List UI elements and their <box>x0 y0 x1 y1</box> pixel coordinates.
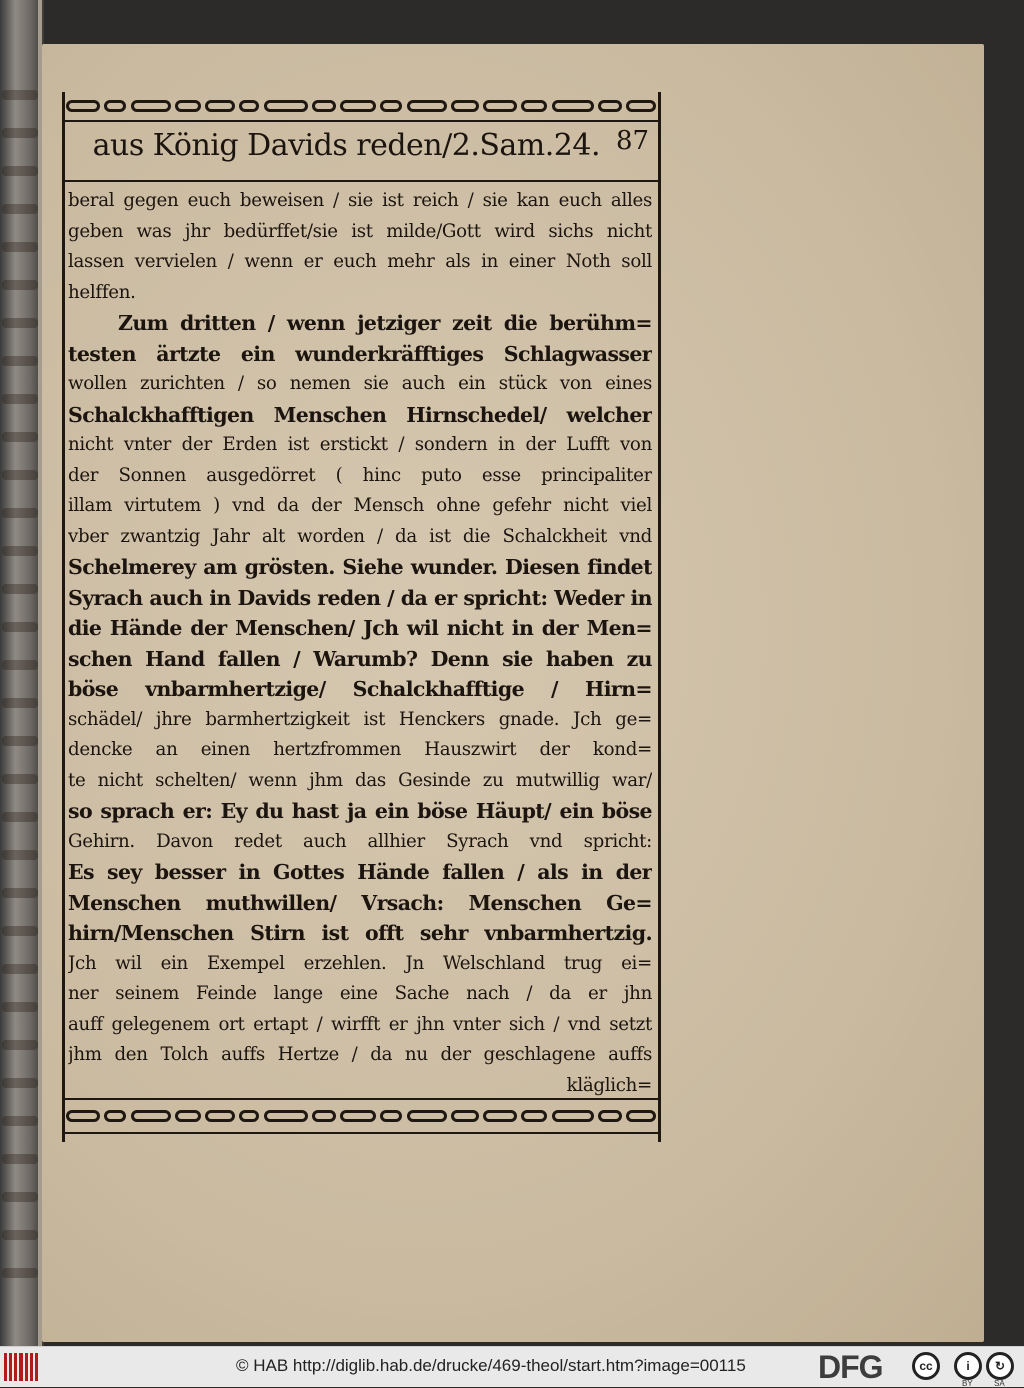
adjacent-page-mark <box>2 166 38 176</box>
adjacent-page-mark <box>2 964 38 974</box>
ornament-link <box>312 1110 336 1122</box>
rule-under-bottom-ornament <box>65 1132 659 1134</box>
text-line: schädel/ jhre barmhertzigkeit ist Henckers gnade. Jch ge= <box>68 708 652 730</box>
text-line: beral gegen euch beweisen / sie ist reich / sie kan euch alles <box>68 190 652 211</box>
adjacent-page-mark <box>2 622 38 632</box>
body-text <box>68 186 652 1096</box>
ornament-link <box>312 100 336 112</box>
adjacent-page-mark <box>2 546 38 556</box>
text-line: die Hände der Menschen/ Jch wil nicht in der Men= <box>68 616 652 640</box>
text-line: Zum dritten / wenn jetziger zeit die berühm= <box>118 311 652 335</box>
ornament-link <box>104 1110 126 1122</box>
adjacent-page-mark <box>2 660 38 670</box>
adjacent-page-mark <box>2 584 38 594</box>
copyright-link[interactable]: © HAB http://diglib.hab.de/drucke/469-theol/start.htm?image=00115 <box>236 1356 746 1375</box>
adjacent-page-mark <box>2 774 38 784</box>
sa-label: SA <box>994 1379 1005 1388</box>
running-head: aus König Davids reden/2.Sam.24. <box>92 128 600 163</box>
text-line: hirn/Menschen Stirn ist offt sehr vnbarmhertzig. <box>68 921 652 945</box>
adjacent-page-mark <box>2 356 38 366</box>
ornament-link <box>239 1110 259 1122</box>
ornament-link <box>205 1110 235 1122</box>
ornament-link <box>521 100 547 112</box>
ornament-link <box>483 1110 517 1122</box>
ornament-link <box>66 100 100 112</box>
viewer-footer <box>0 1346 1024 1387</box>
adjacent-page-mark <box>2 318 38 328</box>
text-line: schen Hand fallen / Warumb? Denn sie haben zu <box>68 646 652 671</box>
ornament-link <box>340 1110 376 1122</box>
ornament-link <box>264 1110 308 1122</box>
ornament-link <box>451 100 479 112</box>
ornament-link <box>552 100 594 112</box>
text-line: jhm den Tolch auffs Hertze / da nu der geschlagene auffs <box>68 1044 652 1065</box>
ornament-link <box>407 1110 447 1122</box>
catchword: kläglich= <box>566 1074 652 1096</box>
ornament-border-top <box>66 94 656 118</box>
text-line: te nicht schelten/ wenn jhm das Gesinde zu mutwillig war/ <box>68 769 652 791</box>
frame-left-rule <box>62 92 65 1142</box>
rule-under-ornament <box>65 120 659 122</box>
ornament-link <box>340 100 376 112</box>
text-line: wollen zurichten / so nemen sie auch ein stück von eines <box>68 373 652 394</box>
text-line: so sprach er: Ey du hast ja ein böse Häupt/ ein böse <box>68 799 652 823</box>
ornament-link <box>483 100 517 112</box>
adjacent-page-mark <box>2 242 38 252</box>
text-line: Syrach auch in Davids reden / da er spricht: Weder in <box>68 585 652 610</box>
adjacent-page-mark <box>2 1192 38 1202</box>
ornament-link <box>264 100 308 112</box>
adjacent-page-mark <box>2 394 38 404</box>
text-line: helffen. <box>68 281 136 303</box>
adjacent-page-mark <box>2 1116 38 1126</box>
ornament-link <box>239 100 259 112</box>
text-line: testen ärtzte ein wunderkräfftiges Schlagwasser <box>68 341 652 366</box>
text-line: lassen vervielen / wenn er euch mehr als in einer Noth soll <box>68 251 652 272</box>
adjacent-page-mark <box>2 90 38 100</box>
ornament-border-bottom <box>66 1104 656 1128</box>
adjacent-page-mark <box>2 204 38 214</box>
adjacent-page-mark <box>2 1002 38 1012</box>
ornament-link <box>626 1110 656 1122</box>
adjacent-page-mark <box>2 812 38 822</box>
ornament-link <box>552 1110 594 1122</box>
ornament-link <box>598 100 622 112</box>
adjacent-page-mark <box>2 128 38 138</box>
by-label: BY <box>962 1379 973 1388</box>
ornament-link <box>598 1110 622 1122</box>
text-line: Schelmerey am grösten. Siehe wunder. Diesen findet <box>68 555 652 579</box>
adjacent-page-mark <box>2 698 38 708</box>
text-line: Jch wil ein Exempel erzehlen. Jn Welschland trug ei= <box>68 952 652 974</box>
text-line: geben was jhr bedürffet/sie ist milde/Gott wird sichs nicht <box>68 220 652 242</box>
adjacent-page-mark <box>2 508 38 518</box>
rule-under-running-head <box>65 180 659 182</box>
text-line: vber zwantzig Jahr alt worden / da ist die Schalckheit vnd <box>68 525 652 547</box>
ornament-link <box>205 100 235 112</box>
ornament-link <box>104 100 126 112</box>
ornament-link <box>521 1110 547 1122</box>
text-line: ner seinem Feinde lange eine Sache nach / da er jhn <box>68 983 652 1004</box>
ornament-link <box>407 100 447 112</box>
dfg-logo[interactable]: DFG <box>818 1349 883 1385</box>
frame-right-rule <box>658 92 661 1142</box>
ornament-link <box>451 1110 479 1122</box>
ornament-link <box>131 1110 171 1122</box>
adjacent-page-mark <box>2 1230 38 1240</box>
ornament-link <box>131 100 171 112</box>
adjacent-page-mark <box>2 888 38 898</box>
adjacent-page-mark <box>2 470 38 480</box>
creative-commons-icon[interactable]: cc <box>912 1352 940 1380</box>
adjacent-page-mark <box>2 432 38 442</box>
text-line: auff gelegenem ort ertapt / wirfft er jhn vnter sich / vnd setzt <box>68 1013 652 1035</box>
ornament-link <box>175 100 201 112</box>
text-line: illam virtutem ) vnd da der Mensch ohne gefehr nicht viel <box>68 495 652 516</box>
text-line: Es sey besser in Gottes Hände fallen / als in der <box>68 860 652 884</box>
text-line: Gehirn. Davon redet auch allhier Syrach vnd spricht: <box>68 830 652 852</box>
page-number: 87 <box>616 126 650 156</box>
ornament-link <box>626 100 656 112</box>
adjacent-page-mark <box>2 926 38 936</box>
adjacent-page-mark <box>2 1078 38 1088</box>
adjacent-page-mark <box>2 736 38 746</box>
ornament-link <box>175 1110 201 1122</box>
barcode-icon <box>4 1353 38 1381</box>
attribution-icon[interactable]: i <box>954 1352 982 1380</box>
adjacent-page-mark <box>2 1268 38 1278</box>
adjacent-page-mark <box>2 850 38 860</box>
adjacent-page-mark <box>2 1040 38 1050</box>
ornament-link <box>380 100 402 112</box>
text-line: Menschen muthwillen/ Vrsach: Menschen Ge= <box>68 890 652 915</box>
text-line: dencke an einen hertzfrommen Hauszwirt der kond= <box>68 739 652 760</box>
adjacent-page-mark <box>2 1154 38 1164</box>
ornament-link <box>66 1110 100 1122</box>
text-line: böse vnbarmhertzige/ Schalckhafftige / Hirn= <box>68 677 652 701</box>
text-line: Schalckhafftigen Menschen Hirnschedel/ welcher <box>68 402 652 427</box>
ornament-link <box>380 1110 402 1122</box>
share-alike-icon[interactable]: ↻ <box>986 1352 1014 1380</box>
adjacent-page-mark <box>2 280 38 290</box>
text-line: der Sonnen ausgedörret ( hinc puto esse principaliter <box>68 464 652 486</box>
text-line: nicht vnter der Erden ist erstickt / sondern in der Lufft von <box>68 434 652 455</box>
